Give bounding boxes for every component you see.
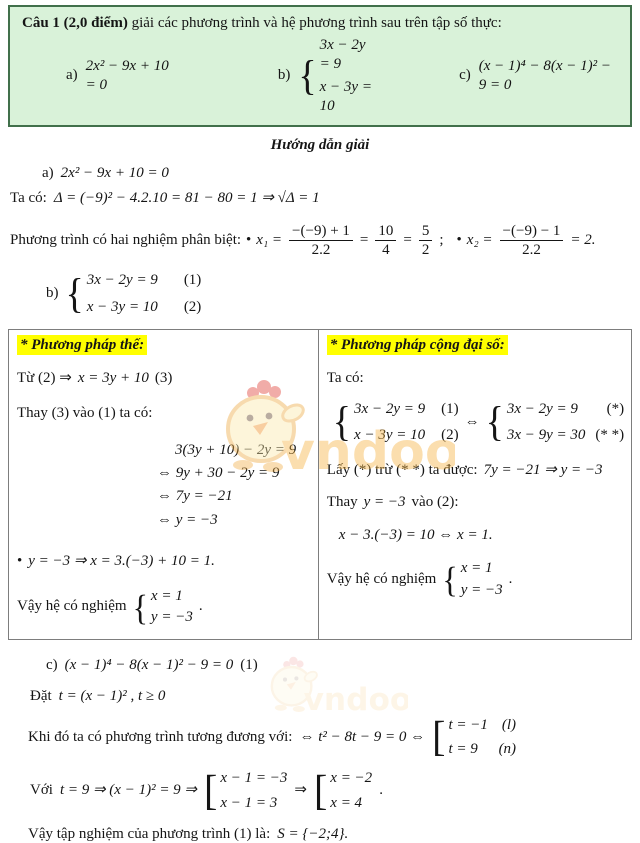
right-taco-line <box>327 369 623 388</box>
part-b-eq2: x − 3y = 10 <box>320 78 373 116</box>
equals-sign: = <box>403 231 411 250</box>
left-solution-system <box>133 587 193 628</box>
x2-tail: = 2. <box>570 231 595 250</box>
sys2-tag2: (* *) <box>595 426 624 445</box>
t-case2-tag: (n) <box>499 740 517 759</box>
system-equivalence-line <box>333 400 623 445</box>
t-case1: t = −1 <box>448 716 487 735</box>
solution-c-equation: (x − 1)⁴ − 8(x − 1)² − 9 = 0 <box>65 656 234 675</box>
thay-math: y = −3 <box>364 493 406 512</box>
solution-c-label: c) <box>46 656 58 675</box>
substitution-method-title <box>17 335 310 356</box>
problem-part-a <box>66 57 174 95</box>
equivalent-equation-line <box>28 716 640 760</box>
implies-symbol: ⇒ <box>294 781 307 800</box>
right-substitute-line <box>327 493 623 512</box>
b-eq1-tag: (1) <box>184 271 202 290</box>
from-prefix: Từ (2) ⇒ <box>17 369 72 388</box>
x1-frac3-den: 2 <box>419 241 433 259</box>
solve-x-math: x − 3.(−3) = 10 ⇔ x = 1. <box>339 526 493 545</box>
problem-title <box>22 14 618 33</box>
problem-title-rest: giải các phương trình và hệ phương trình sau trên tập số thực: <box>132 15 502 31</box>
addition-method-cell <box>318 329 631 640</box>
part-a-label: a) <box>66 66 78 85</box>
khido-math: ⇔ t² − 8t − 9 = 0 ⇔ <box>299 728 425 747</box>
thay-prefix: Thay <box>327 493 358 512</box>
substitution-title-text: * Phương pháp thế: <box>17 335 147 356</box>
conclusion-text: Vậy hệ có nghiệm <box>327 570 437 589</box>
delta-math: Δ = (−9)² − 4.2.10 = 81 − 80 = 1 ⇒ √Δ = 1 <box>54 189 320 208</box>
bullet-icon: • <box>17 552 22 571</box>
x2-lead: x₂ = <box>467 231 493 250</box>
left-brace: { <box>486 402 504 442</box>
problem-part-c <box>459 57 618 95</box>
period: . <box>379 781 383 800</box>
solution-b-system <box>66 271 202 317</box>
part-b-system <box>298 36 373 116</box>
substitute-line <box>17 404 310 423</box>
step-2: ⇔ 9y + 30 − 2y = 9 <box>17 462 310 485</box>
left-bracket: [ <box>432 717 445 757</box>
dat-math: t = (x − 1)² , t ≥ 0 <box>59 687 166 706</box>
left-sol-x: x = 1 <box>151 587 183 606</box>
sys2-eq1: 3x − 2y = 9 <box>507 400 578 419</box>
equation-steps <box>17 439 310 532</box>
xm1-case2: x − 1 = 3 <box>220 794 277 813</box>
x1-frac1-num: −(−9) + 1 <box>289 222 353 241</box>
x1-frac2-den: 4 <box>375 241 396 259</box>
problem-parts-row <box>22 36 618 116</box>
dat-label: Đặt <box>30 687 52 706</box>
x1-lead: x₁ = <box>256 231 282 250</box>
right-solution-system <box>442 559 502 600</box>
part-c-label: c) <box>459 66 471 85</box>
left-conclusion-line <box>17 587 310 628</box>
equals-sign: = <box>360 231 368 250</box>
x2-frac1-num: −(−9) − 1 <box>500 222 564 241</box>
roots-line <box>10 222 640 259</box>
x1-frac1-den: 2.2 <box>289 241 353 259</box>
sys2-eq2: 3x − 9y = 30 <box>507 426 586 445</box>
right-sol-y: y = −3 <box>461 581 503 600</box>
back-substitute-math: y = −3 ⇒ x = 3.(−3) + 10 = 1. <box>28 552 215 571</box>
sys1-eq1: 3x − 2y = 9 <box>354 400 425 419</box>
left-brace: { <box>66 274 84 314</box>
problem-box <box>8 5 632 127</box>
final-solution-set: S = {−2;4}. <box>277 825 348 843</box>
khido-prefix: Khi đó ta có phương trình tương đương với: <box>28 728 292 747</box>
addition-title-text: * Phương pháp cộng đại số: <box>327 335 508 356</box>
solve-x-line <box>339 526 623 545</box>
x1-fraction-1 <box>289 222 353 259</box>
roots-prefix: Phương trình có hai nghiệm phân biệt: <box>10 231 241 250</box>
voi-math: t = 9 ⇒ (x − 1)² = 9 ⇒ <box>60 781 197 800</box>
x2-fraction-1 <box>500 222 564 259</box>
original-system <box>333 400 459 445</box>
left-brace: { <box>333 402 351 442</box>
x1-fraction-2 <box>375 222 396 259</box>
left-brace: { <box>133 590 148 624</box>
x-minus-one-cases <box>204 769 287 813</box>
x-case2: x = 4 <box>330 794 362 813</box>
x1-frac2-num: 10 <box>375 222 396 241</box>
bullet-icon: • <box>457 231 462 250</box>
x-case1: x = −2 <box>330 769 372 788</box>
x2-frac1-den: 2.2 <box>500 241 564 259</box>
step-4: ⇔ y = −3 <box>17 509 310 532</box>
solution-b-label: b) <box>46 284 59 303</box>
x1-frac3-num: 5 <box>419 222 433 241</box>
x1-fraction-3 <box>419 222 433 259</box>
solve-with-t-line <box>30 769 640 813</box>
final-conclusion-line <box>28 825 640 843</box>
period: . <box>509 570 513 589</box>
substitution-method-cell <box>9 329 319 640</box>
part-b-label: b) <box>278 66 291 85</box>
t-cases <box>432 716 516 760</box>
step-1: 3(3y + 10) − 2y = 9 <box>17 439 310 462</box>
subtract-prefix: Lấy (*) trừ (* *) ta được: <box>327 461 478 480</box>
solution-c-line <box>46 656 640 675</box>
solution-a-equation: 2x² − 9x + 10 = 0 <box>61 164 169 183</box>
solution-a-label: a) <box>42 164 54 183</box>
addition-method-title <box>327 335 623 356</box>
t-case2: t = 9 <box>448 740 477 759</box>
substitute-text: Thay (3) vào (1) ta có: <box>17 404 152 423</box>
right-conclusion-line <box>327 559 623 600</box>
b-eq2: x − 3y = 10 <box>87 298 158 317</box>
from-tag: (3) <box>155 369 173 388</box>
methods-table <box>8 329 632 641</box>
problem-title-bold: Câu 1 (2,0 điểm) <box>22 15 128 31</box>
semicolon: ; <box>439 231 443 250</box>
solution-title: Hướng dẫn giải <box>0 136 640 155</box>
solution-a-line <box>42 164 640 183</box>
left-bracket: [ <box>314 771 327 811</box>
bullet-icon: • <box>246 231 251 250</box>
solution-b-line <box>46 271 640 317</box>
voi-label: Với <box>30 781 53 800</box>
subtract-math: 7y = −21 ⇒ y = −3 <box>484 461 603 480</box>
period: . <box>199 597 203 616</box>
from-math: x = 3y + 10 <box>78 369 149 388</box>
thay-post: vào (2): <box>412 493 459 512</box>
taco-label: Ta có: <box>10 189 47 208</box>
xm1-case1: x − 1 = −3 <box>220 769 287 788</box>
iff-symbol: ⇔ <box>465 413 480 432</box>
part-b-eq1: 3x − 2y = 9 <box>320 36 373 74</box>
transformed-system <box>486 400 625 445</box>
final-conclusion-prefix: Vậy tập nghiệm của phương trình (1) là: <box>28 825 270 843</box>
part-c-equation: (x − 1)⁴ − 8(x − 1)² − 9 = 0 <box>479 57 618 95</box>
sys2-tag1: (*) <box>607 400 625 419</box>
right-sol-x: x = 1 <box>461 559 493 578</box>
conclusion-text: Vậy hệ có nghiệm <box>17 597 127 616</box>
sys1-tag1: (1) <box>441 400 459 419</box>
delta-line <box>10 189 640 208</box>
step-3: ⇔ 7y = −21 <box>17 485 310 508</box>
part-a-equation: 2x² − 9x + 10 = 0 <box>86 57 174 95</box>
from-line <box>17 369 310 388</box>
substitution-definition-line <box>30 687 640 706</box>
left-bracket: [ <box>204 771 217 811</box>
solution-c-tag: (1) <box>240 656 258 675</box>
back-substitute-line <box>17 552 310 571</box>
subtract-line <box>327 461 623 480</box>
left-brace: { <box>298 56 316 96</box>
taco-label: Ta có: <box>327 369 364 388</box>
problem-part-b <box>278 36 373 116</box>
sys1-eq2: x − 3y = 10 <box>354 426 425 445</box>
math-worksheet-page <box>0 5 640 838</box>
t-case1-tag: (l) <box>502 716 516 735</box>
left-brace: { <box>442 562 457 596</box>
b-eq1: 3x − 2y = 9 <box>87 271 158 290</box>
x-cases <box>314 769 372 813</box>
sys1-tag2: (2) <box>441 426 459 445</box>
b-eq2-tag: (2) <box>184 298 202 317</box>
left-sol-y: y = −3 <box>151 608 193 627</box>
